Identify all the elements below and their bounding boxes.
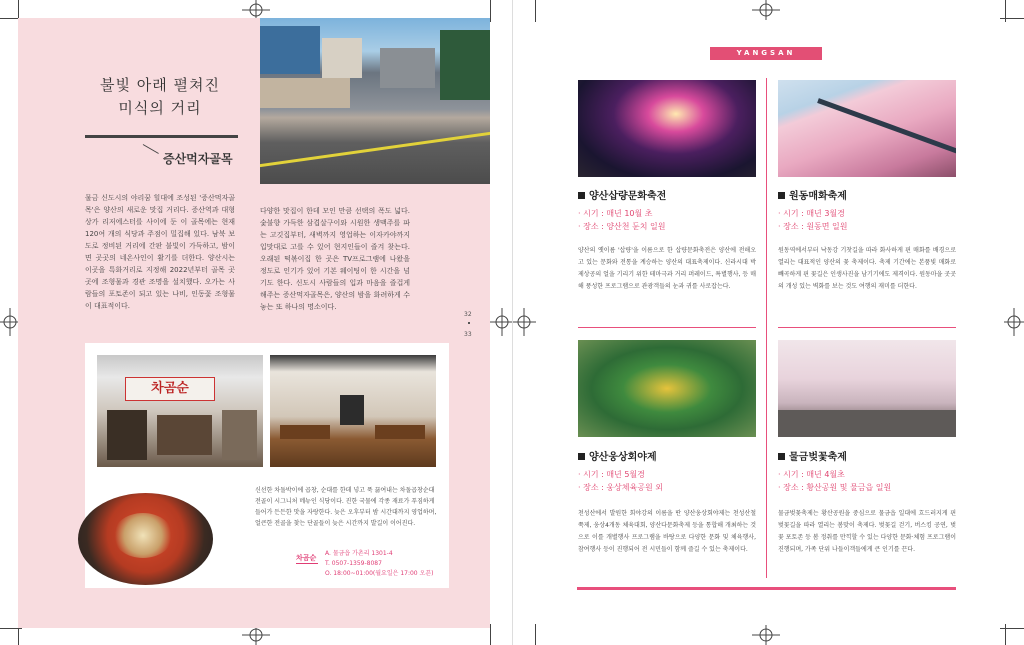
crop-mark <box>1005 0 1006 22</box>
page-number-right: 33 <box>464 331 472 338</box>
registration-mark <box>752 0 780 20</box>
festival-description: 천성산에서 발원한 회야강의 이름을 딴 양산웅상회야제는 천성산철쭉제, 웅상4개동 체육대회, 양산다문화축제 등을 통합해 개최하는 것으로 이를 개별행사 프로그램을 바탕으로 다양한 문화 및 체육행사, 참여행사 등이 진행되어 전 시민들이 함께 즐길 수 있는 축제이다. <box>578 510 756 553</box>
festival-description: 양산의 옛이름 '삽량'을 이름으로 한 삽량문화축전은 양산에 전해오고 있는 문화와 전통을 계승하는 양산의 대표축제이다. 신라시대 박제상공의 얼을 기리기 위한 테마극과 거리 퍼레이드, 특별행사, 등 매해 풍성한 프로그램으로 관광객들의 눈과 귀를 사로잡는다. <box>578 247 756 290</box>
festival-photo-mulgeum <box>778 340 956 437</box>
festival-meta: · 시기 : 매년 3월경 · 장소 : 원동면 일원 <box>778 209 848 231</box>
label-underline <box>296 563 318 564</box>
registration-mark <box>242 625 270 645</box>
registration-mark <box>0 308 20 336</box>
restaurant-address: A. 물금읍 가촌리 1301-4 <box>325 550 393 557</box>
section-rule <box>778 327 956 328</box>
festival-title: 양산삽량문화축전 <box>578 187 666 202</box>
festival-title: 물금벚꽃축제 <box>778 448 847 463</box>
hotpot-photo <box>78 493 213 585</box>
restaurant-name-label: 차곰순 <box>296 554 317 562</box>
crop-mark <box>1000 18 1024 19</box>
crop-mark <box>535 624 536 645</box>
crop-mark <box>535 0 536 22</box>
restaurant-info <box>325 549 433 579</box>
page-number-divider <box>468 322 470 324</box>
registration-mark <box>752 625 780 645</box>
crop-mark <box>490 624 491 645</box>
crop-mark <box>490 0 491 22</box>
festival-meta: · 시기 : 매년 10월 초 · 장소 : 양산천 둔치 일원 <box>578 209 666 231</box>
square-bullet-icon <box>578 453 585 460</box>
festival-title: 원동매화축제 <box>778 187 847 202</box>
column-divider <box>766 78 767 578</box>
interior-photo <box>270 355 436 467</box>
section-rule <box>578 327 756 328</box>
street-photo <box>260 18 490 184</box>
festival-photo-hoeya <box>578 340 756 437</box>
restaurant-hours: O. 18:00~01:00(월요일은 17:00 오픈) <box>325 570 434 577</box>
festival-description: 원동역에서부터 낙동강 기찻길을 따라 화사하게 핀 매화를 배경으로 열리는 대표적인 양산의 꽃 축제이다. 축제 기간에는 본품빛 매화로 빼곡하게 핀 꽃길은 인생사진을 남기기에도 제격이다. 원동마을 곳곳의 개성 있는 벽화를 보는 것도 여행의 재미를 더한다. <box>778 247 956 290</box>
square-bullet-icon <box>778 192 785 199</box>
bottom-rule <box>577 587 956 590</box>
restaurant-tel: T. 0507-1359-8087 <box>325 560 382 567</box>
page-subtitle: 증산먹자골목 <box>163 152 233 166</box>
crop-mark <box>1005 624 1006 645</box>
festival-meta: · 시기 : 매년 4월초 · 장소 : 황산공원 및 물금읍 일원 <box>778 470 892 492</box>
body-column-1: 물금 신도시의 야리꿈 힐대에 조성된 '증산먹자골목'은 양산의 새로운 맛집 거리다. 증산역과 대형 상가 리저에스터를 사이에 둔 이 골목에는 현재 120여 개의 식당과 주점이 밀집해 있다. 남북 보도로 정비된 거리에 간판 불빛이 가득하고, 밤이면 곳곳의 네온사인이 활기를 더한다. 양산시는 이곳을 특화거리로 지정해 2022년부터 골목 곳곳에 조형물과 경관 조명을 설치했다. 오가는 사람들의 포토존이 되고 있는 나비, 인동꽃 조형물이 대표적이다. <box>85 194 235 310</box>
festival-description: 물금벚꽃축제는 황산공원을 중심으로 물금읍 일대에 흐드러지게 핀 벚꽃길을 따라 열리는 봄맞이 축제다. 벚꽃길 걷기, 버스킹 공연, 벚꽃 포토존 등 봄 정취를 만끽할 수 있는 다양한 문화·체험 프로그램이 진행되며, 가족 단위 나들이객들에게 큰 인기를 끈다. <box>778 510 956 553</box>
page-spine <box>512 0 513 645</box>
body-column-2: 다양한 맛집이 한데 모인 만큼 선택의 폭도 넓다. 숯불향 가득한 삼겹살구이와 시원한 생맥주를 파는 고깃집부터, 새벽까지 영업하는 이자카야까지 입맛대로 고를 수 있어 현지인들이 즐겨 찾는다. 오래된 떡볶이집 한 곳은 TV프로그램에 나왔을 정도로 인기가 있어 기본 웨이팅이 한 시간을 넘기도 한다. 신도시 사람들의 입과 마음을 즐겁게 해주는 증산먹자골목은, 양산의 밤을 화려하게 수놓는 또 하나의 명소이다. <box>260 207 410 311</box>
square-bullet-icon <box>778 453 785 460</box>
festival-photo-samnyang <box>578 80 756 177</box>
square-bullet-icon <box>578 192 585 199</box>
festival-title: 양산웅상회야제 <box>578 448 657 463</box>
storefront-photo <box>97 355 263 467</box>
festival-meta: · 시기 : 매년 5월경 · 장소 : 웅상체육공원 외 <box>578 470 663 492</box>
page-title: 불빛 아래 펼쳐진 미식의 거리 <box>100 76 220 117</box>
crop-mark <box>1000 628 1024 629</box>
restaurant-description: 신선한 차돌박이에 곱창, 순대를 한데 넣고 푹 끓여내는 차돌곱창순대 전골이 시그니처 메뉴인 식당이다. 진한 국물에 각종 재료가 푸짐하게 들어가 든든한 맛을 자랑한다. 늦은 오후부터 밤 시간대까지 영업하며, 얼큰한 전골을 찾는 단골들이 늦은 시간까지 발길이 이어진다. <box>255 487 437 527</box>
page-number-left: 32 <box>464 311 472 318</box>
registration-mark <box>242 0 270 20</box>
section-tag: YANGSAN <box>710 47 822 60</box>
store-sign: 차곰순 <box>125 377 215 401</box>
festival-photo-wondong <box>778 80 956 177</box>
registration-mark <box>490 308 536 336</box>
title-rule <box>85 135 238 138</box>
registration-mark <box>1004 308 1024 336</box>
